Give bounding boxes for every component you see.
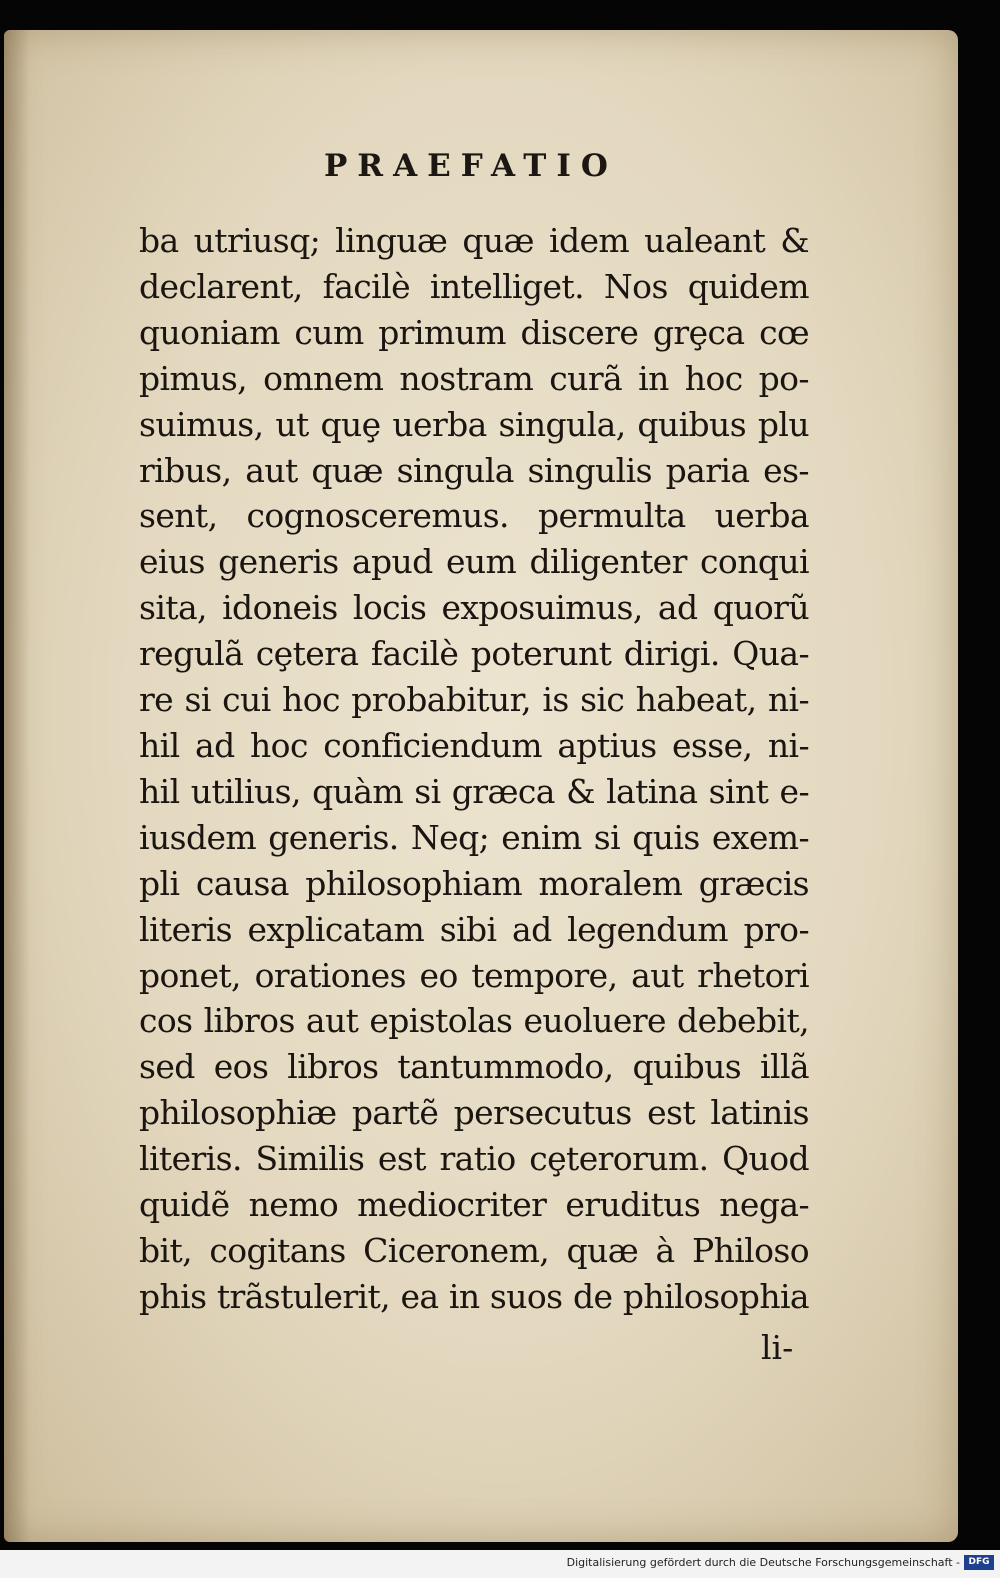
text-line: ribus, aut quæ singula singulis paria es- — [139, 450, 809, 490]
text-line: literis. Similis est ratio cȩterorum. Quod — [139, 1139, 809, 1179]
text-line: phis trãstulerit, ea in suos de philosophia — [139, 1276, 809, 1316]
text-line: sita, idoneis locis exposuimus, ad quorũ — [139, 588, 809, 628]
text-line: pli causa philosophiam moralem græcis — [139, 863, 809, 903]
text-line: declarent, facilè intelliget. Nos quidem — [139, 266, 809, 306]
text-line: quidẽ nemo mediocriter eruditus nega- — [139, 1185, 809, 1225]
text-line: suimus, ut quȩ uerba singula, quibus plu — [139, 404, 809, 444]
dfg-logo-icon: DFG — [964, 1555, 994, 1570]
text-line: hil ad hoc conficiendum aptius esse, ni- — [139, 725, 809, 765]
text-line: cos libros aut epistolas euoluere debebit, — [139, 1001, 809, 1041]
text-line: literis explicatam sibi ad legendum pro- — [139, 909, 809, 949]
text-line: philosophiæ partẽ persecutus est latinis — [139, 1093, 809, 1133]
text-line: hil utilius, quàm si græca & latina sint e- — [139, 771, 809, 811]
text-line: pimus, omnem nostram curã in hoc po- — [139, 358, 809, 398]
digitization-footer — [0, 1550, 1000, 1578]
text-line: re si cui hoc probabitur, is sic habeat, ni- — [139, 680, 809, 720]
catchword: li- — [761, 1328, 794, 1367]
body-text — [139, 218, 809, 1320]
text-line: regulã cȩtera facilè poterunt dirigi. Qua- — [139, 634, 809, 674]
text-line: ponet, orationes eo tempore, aut rhetori — [139, 955, 809, 995]
text-line: sent, cognosceremus. permulta uerba — [139, 496, 809, 536]
text-line: quoniam cum primum discere grȩca cœ — [139, 312, 809, 352]
text-line: eius generis apud eum diligenter conqui — [139, 542, 809, 582]
text-line: iusdem generis. Neq; enim si quis exem- — [139, 817, 809, 857]
text-line: ba utriusq; linguæ quæ idem ualeant & — [139, 221, 809, 260]
text-line: sed eos libros tantummodo, quibus illã — [139, 1047, 809, 1087]
book-page — [4, 30, 958, 1542]
running-head: PRAEFATIO — [324, 148, 618, 184]
text-line: bit, cogitans Ciceronem, quæ à Philoso — [139, 1230, 809, 1270]
funding-notice: Digitalisierung gefördert durch die Deutsche Forschungsgemeinschaft - — [566, 1556, 960, 1569]
